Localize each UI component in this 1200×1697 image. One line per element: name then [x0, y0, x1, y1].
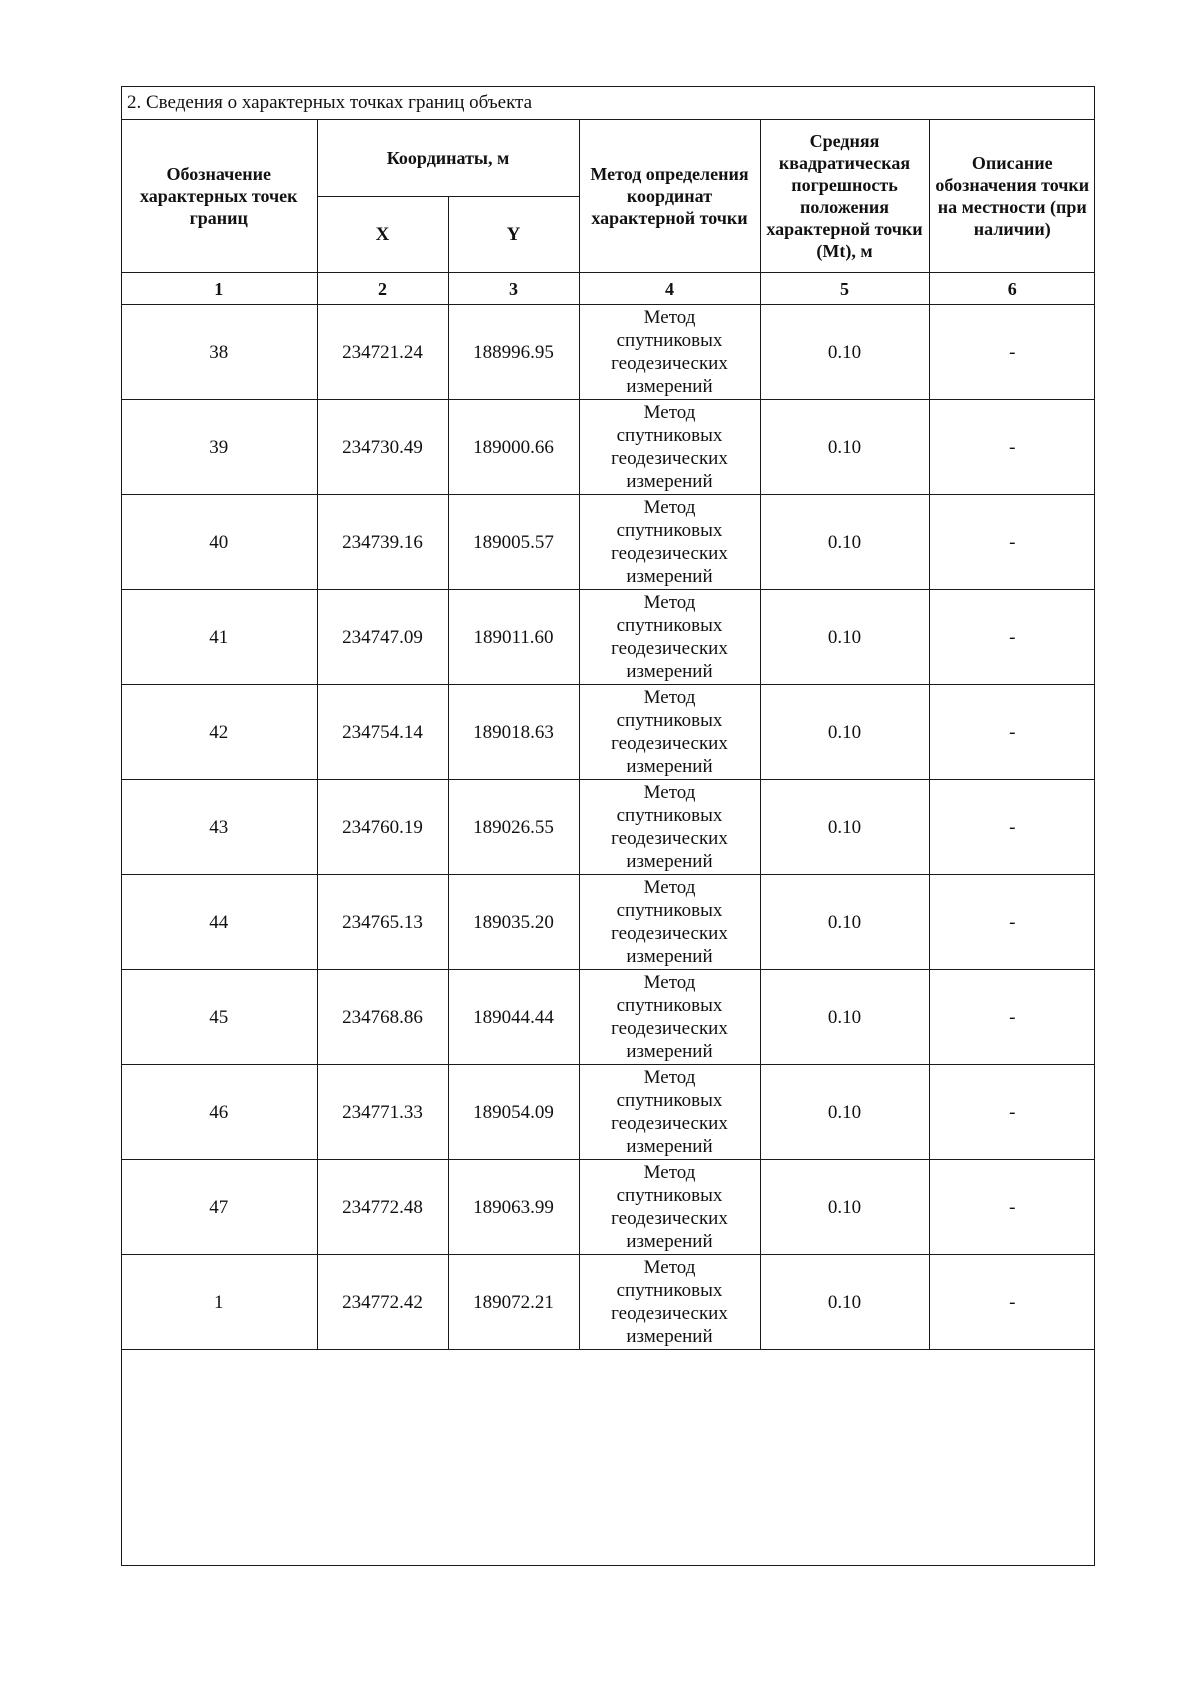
method-line: спутниковых	[616, 425, 723, 446]
coord-y: 189063.99	[448, 1160, 579, 1255]
column-number: 3	[448, 273, 579, 305]
description-value: -	[929, 305, 1095, 400]
header-error: Средняя квадратическая погрешность положения характерной точки (Mt), м	[760, 120, 929, 273]
method-line: геодезических	[611, 353, 728, 374]
coord-x: 234772.48	[317, 1160, 448, 1255]
coord-x: 234771.33	[317, 1065, 448, 1160]
description-value: -	[929, 1255, 1095, 1350]
coord-x: 234730.49	[317, 400, 448, 495]
method-line: измерений	[626, 851, 713, 872]
coord-y: 189044.44	[448, 970, 579, 1065]
table-row	[121, 1255, 1095, 1350]
coord-y: 188996.95	[448, 305, 579, 400]
method-line: спутниковых	[616, 710, 723, 731]
coord-y: 189005.57	[448, 495, 579, 590]
coord-x: 234765.13	[317, 875, 448, 970]
point-id: 38	[121, 305, 317, 400]
point-id: 43	[121, 780, 317, 875]
coord-y: 189054.09	[448, 1065, 579, 1160]
method-line: измерений	[626, 661, 713, 682]
point-id: 46	[121, 1065, 317, 1160]
method-line: Метод	[643, 1067, 696, 1088]
method-line: измерений	[626, 1136, 713, 1157]
description-value: -	[929, 1160, 1095, 1255]
method-line: Метод	[643, 1162, 696, 1183]
method-cell	[579, 1065, 760, 1160]
point-id: 40	[121, 495, 317, 590]
section-title: 2. Сведения о характерных точках границ объекта	[121, 86, 1095, 120]
table-row	[121, 685, 1095, 780]
table-body	[121, 305, 1095, 1350]
method-line: спутниковых	[616, 330, 723, 351]
method-line: спутниковых	[616, 1280, 723, 1301]
method-line: измерений	[626, 1231, 713, 1252]
method-line: геодезических	[611, 733, 728, 754]
coord-x: 234772.42	[317, 1255, 448, 1350]
description-value: -	[929, 970, 1095, 1065]
method-line: измерений	[626, 566, 713, 587]
method-line: измерений	[626, 376, 713, 397]
error-value: 0.10	[760, 495, 929, 590]
coord-x: 234754.14	[317, 685, 448, 780]
table-row	[121, 1160, 1095, 1255]
table-row	[121, 970, 1095, 1065]
point-id: 39	[121, 400, 317, 495]
error-value: 0.10	[760, 970, 929, 1065]
coord-x: 234739.16	[317, 495, 448, 590]
description-value: -	[929, 495, 1095, 590]
coord-y: 189035.20	[448, 875, 579, 970]
method-line: измерений	[626, 756, 713, 777]
point-id: 45	[121, 970, 317, 1065]
method-cell	[579, 305, 760, 400]
method-line: измерений	[626, 1326, 713, 1347]
description-value: -	[929, 400, 1095, 495]
error-value: 0.10	[760, 780, 929, 875]
coord-x: 234747.09	[317, 590, 448, 685]
method-line: измерений	[626, 471, 713, 492]
error-value: 0.10	[760, 305, 929, 400]
point-id: 44	[121, 875, 317, 970]
method-line: Метод	[643, 592, 696, 613]
coord-x: 234760.19	[317, 780, 448, 875]
method-line: геодезических	[611, 1018, 728, 1039]
point-id: 41	[121, 590, 317, 685]
header-y: Y	[448, 197, 579, 273]
method-line: геодезических	[611, 638, 728, 659]
table-row	[121, 495, 1095, 590]
method-line: спутниковых	[616, 995, 723, 1016]
table-row	[121, 875, 1095, 970]
error-value: 0.10	[760, 1065, 929, 1160]
description-value: -	[929, 685, 1095, 780]
description-value: -	[929, 780, 1095, 875]
column-number: 4	[579, 273, 760, 305]
method-line: геодезических	[611, 1303, 728, 1324]
error-value: 0.10	[760, 400, 929, 495]
boundary-points-table	[121, 120, 1095, 1350]
method-line: Метод	[643, 972, 696, 993]
method-cell	[579, 685, 760, 780]
method-line: геодезических	[611, 923, 728, 944]
method-line: спутниковых	[616, 805, 723, 826]
header-description: Описание обозначения точки на местности (при наличии)	[929, 120, 1095, 273]
coord-x: 234768.86	[317, 970, 448, 1065]
method-line: спутниковых	[616, 900, 723, 921]
point-id: 1	[121, 1255, 317, 1350]
header-coords: Координаты, м	[317, 120, 579, 197]
method-line: спутниковых	[616, 1090, 723, 1111]
coord-y: 189000.66	[448, 400, 579, 495]
method-line: Метод	[643, 497, 696, 518]
method-line: спутниковых	[616, 520, 723, 541]
error-value: 0.10	[760, 875, 929, 970]
column-number: 1	[121, 273, 317, 305]
method-cell	[579, 875, 760, 970]
header-point: Обозначение характерных точек границ	[121, 120, 317, 273]
coord-x: 234721.24	[317, 305, 448, 400]
description-value: -	[929, 590, 1095, 685]
method-line: Метод	[643, 687, 696, 708]
coord-y: 189026.55	[448, 780, 579, 875]
error-value: 0.10	[760, 685, 929, 780]
column-number: 5	[760, 273, 929, 305]
method-line: спутниковых	[616, 1185, 723, 1206]
method-line: измерений	[626, 946, 713, 967]
description-value: -	[929, 875, 1095, 970]
coord-y: 189072.21	[448, 1255, 579, 1350]
method-line: спутниковых	[616, 615, 723, 636]
error-value: 0.10	[760, 1255, 929, 1350]
column-number: 6	[929, 273, 1095, 305]
method-line: Метод	[643, 1257, 696, 1278]
table-row	[121, 590, 1095, 685]
coord-y: 189011.60	[448, 590, 579, 685]
method-line: геодезических	[611, 1113, 728, 1134]
table-row	[121, 400, 1095, 495]
table-row	[121, 1065, 1095, 1160]
table-row	[121, 780, 1095, 875]
method-cell	[579, 590, 760, 685]
method-cell	[579, 780, 760, 875]
error-value: 0.10	[760, 590, 929, 685]
method-cell	[579, 495, 760, 590]
point-id: 42	[121, 685, 317, 780]
method-line: Метод	[643, 782, 696, 803]
method-line: Метод	[643, 877, 696, 898]
table-row	[121, 305, 1095, 400]
error-value: 0.10	[760, 1160, 929, 1255]
method-line: геодезических	[611, 828, 728, 849]
header-x: X	[317, 197, 448, 273]
method-cell	[579, 400, 760, 495]
method-line: геодезических	[611, 448, 728, 469]
method-line: геодезических	[611, 1208, 728, 1229]
coord-y: 189018.63	[448, 685, 579, 780]
method-line: измерений	[626, 1041, 713, 1062]
method-line: геодезических	[611, 543, 728, 564]
method-cell	[579, 1160, 760, 1255]
method-line: Метод	[643, 307, 696, 328]
point-id: 47	[121, 1160, 317, 1255]
method-line: Метод	[643, 402, 696, 423]
header-method: Метод определения координат характерной точки	[579, 120, 760, 273]
description-value: -	[929, 1065, 1095, 1160]
method-cell	[579, 1255, 760, 1350]
method-cell	[579, 970, 760, 1065]
column-number: 2	[317, 273, 448, 305]
